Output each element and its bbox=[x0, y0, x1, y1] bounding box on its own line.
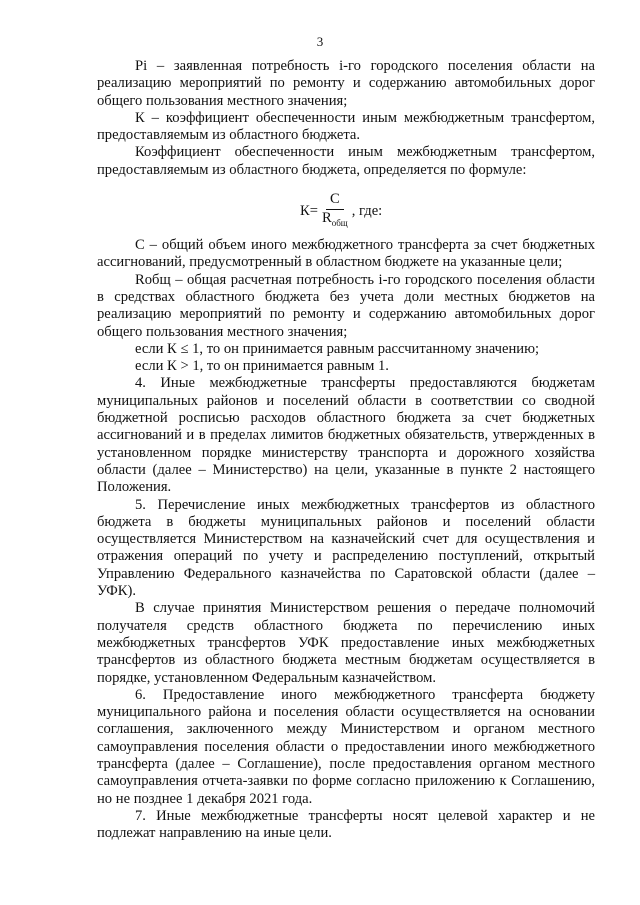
paragraph-item-6: 6. Предоставление иного межбюджетного трансферта бюджету муниципального района и поселения области осуществляется на основании соглашения, заключенного между Министерством и органом местного самоуправления поселения области о предоставлении иного межбюджетного трансферта (далее – Соглашение), после предоставления органом местного самоуправления отчета-заявки по форме согласно приложению к Соглашению, но не позднее 1 декабря 2021 года. bbox=[97, 686, 595, 807]
paragraph-formula-intro: Коэффициент обеспеченности иным межбюджетным трансфертом, предоставляемым из областного бюджета, определяется по формуле: bbox=[97, 144, 595, 178]
paragraph-k-gt-1: если К > 1, то он принимается равным 1. bbox=[135, 358, 389, 375]
formula-denominator bbox=[320, 210, 350, 232]
page-number: 3 bbox=[316, 34, 324, 49]
formula-denominator-main: R bbox=[321, 210, 332, 227]
paragraph-r-definition: Rобщ – общая расчетная потребность i-го городского поселения области в средствах областного бюджета без учета доли местных бюджетов на реализацию мероприятий по ремонту и содержанию автомобильных дорог общего пользования местного значения; bbox=[97, 271, 595, 340]
formula-suffix: , где: bbox=[351, 202, 383, 219]
paragraph-item-4: 4. Иные межбюджетные трансферты предоставляются бюджетам муниципальных районов и поселений области в соответствии со сводной бюджетной росписью расходов областного бюджета за счет бюджетных ассигнований и в пределах лимитов бюджетных обязательств, утвержденных в установленном порядке министерству транспорта и дорожного хозяйства области (далее – Министерство) на цели, указанные в пункте 2 настоящего Положения. bbox=[97, 375, 595, 496]
paragraph-k-definition: К – коэффициент обеспеченности иным межбюджетным трансфертом, предоставляемым из областного бюджета. bbox=[97, 109, 595, 144]
paragraph-k-le-1: если К ≤ 1, то он принимается равным рассчитанному значению; bbox=[135, 340, 540, 357]
paragraph-c-definition: С – общий объем иного межбюджетного трансферта за счет бюджетных ассигнований, предусмотренный в областном бюджете на указанные цели; bbox=[97, 237, 595, 271]
document-body bbox=[97, 58, 595, 842]
paragraph-item-5: 5. Перечисление иных межбюджетных трансфертов из областного бюджета в бюджеты муниципальных районов и поселений области осуществляется Министерством на казначейский счет для осуществления и отражения операций по учету и распределению поступлений, открытый Управлению Федерального казначейства по Саратовской области (далее – УФК). bbox=[97, 496, 595, 600]
formula-fraction bbox=[320, 191, 350, 232]
formula-block bbox=[97, 179, 595, 237]
paragraph-pi-definition: Рi – заявленная потребность i-го городского поселения области на реализацию мероприятий по ремонту и содержанию автомобильных дорог общего пользования местного значения; bbox=[97, 58, 595, 109]
formula-numerator: С bbox=[326, 191, 344, 210]
coefficient-formula bbox=[300, 191, 382, 232]
paragraph-item-7: 7. Иные межбюджетные трансферты носят целевой характер и не подлежат направлению на иные цели. bbox=[97, 807, 595, 842]
formula-lhs: К= bbox=[300, 202, 318, 219]
paragraph-item-5-continued: В случае принятия Министерством решения о передаче полномочий получателя средств областного бюджета по перечислению иных межбюджетных трансфертов УФК предоставление иных межбюджетных трансфертов из областного бюджета местным бюджетам осуществляется в порядке, установленном Федеральным казначейством. bbox=[97, 600, 595, 686]
formula-denominator-sub: общ bbox=[331, 217, 348, 228]
